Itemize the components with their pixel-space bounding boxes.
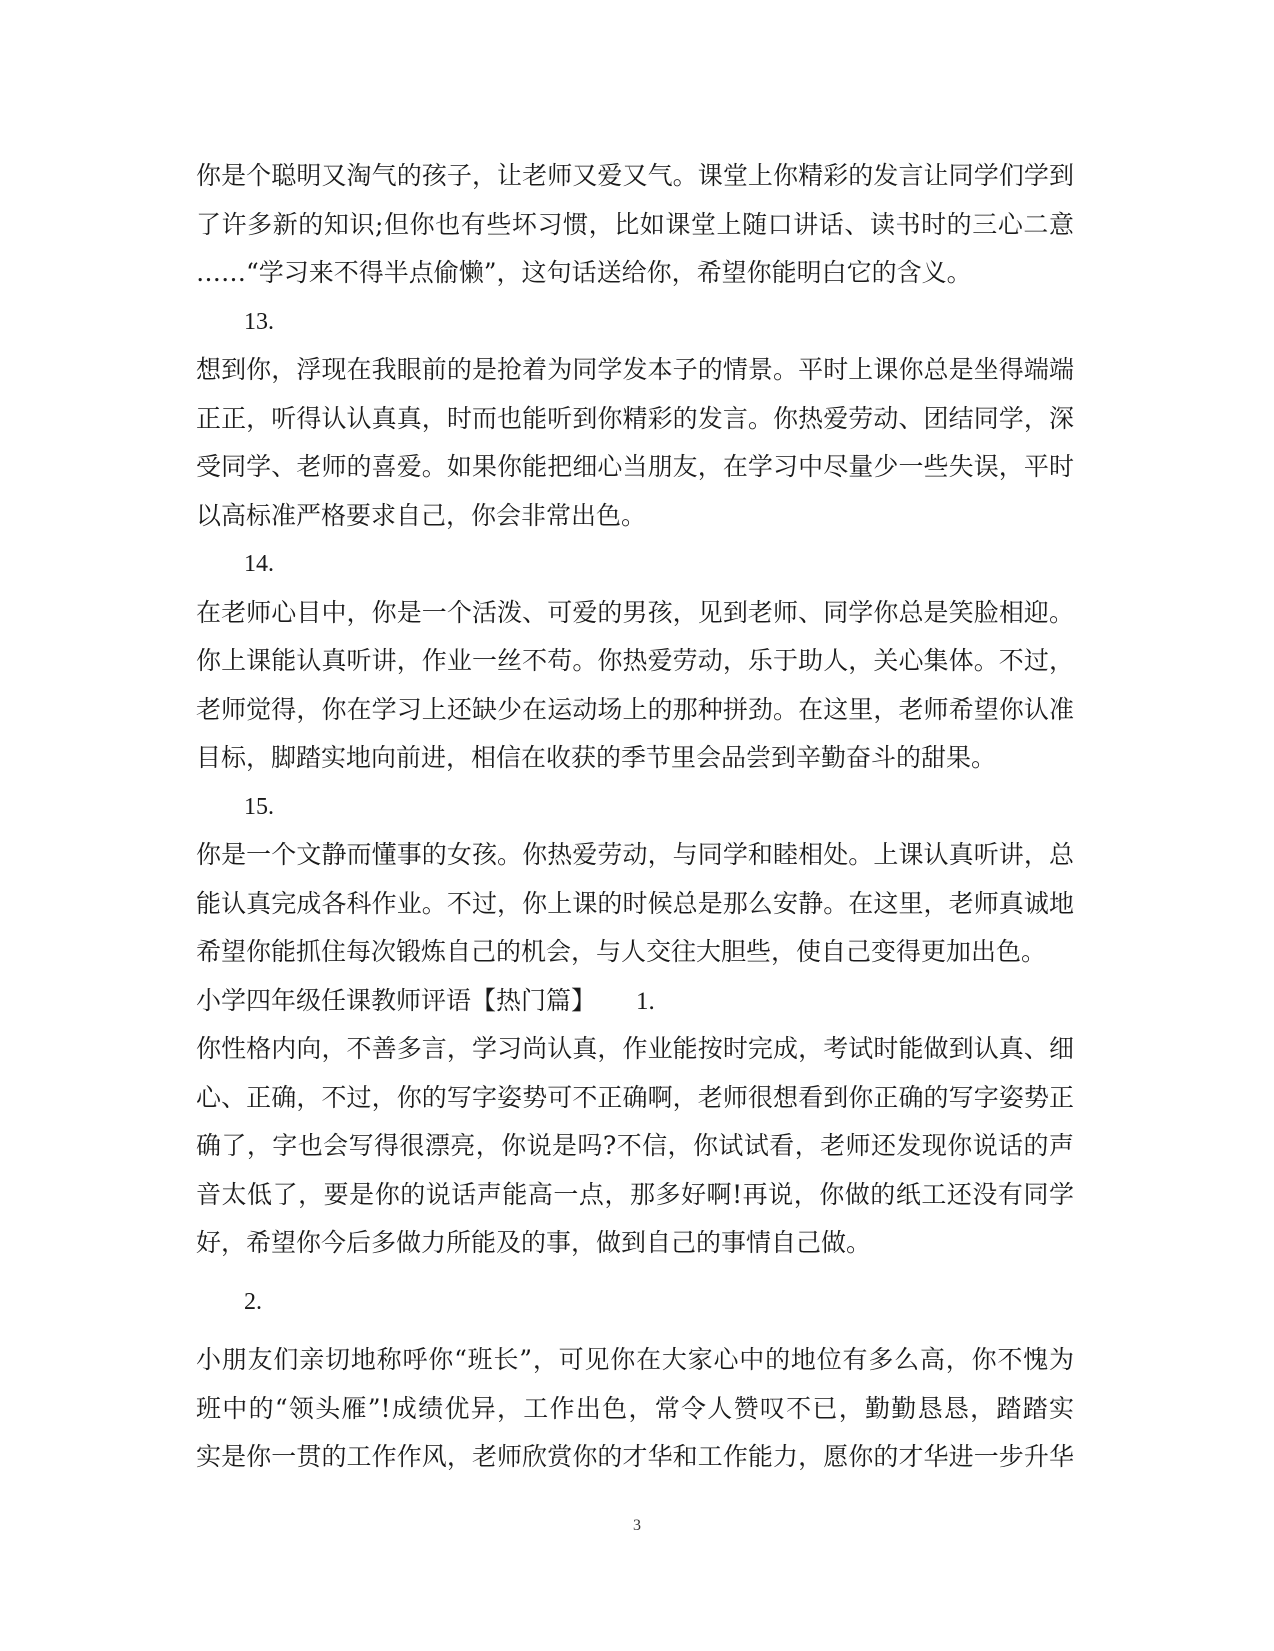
item-number: 2.: [244, 1288, 262, 1315]
paragraph-line: 小朋友们亲切地称呼你“班长”，可见你在大家心中的地位有多么高，你不愧为: [196, 1345, 1074, 1374]
item-number: 13.: [244, 308, 274, 335]
paragraph-line: 了许多新的知识;但你也有些坏习惯，比如课堂上随口讲话、读书时的三心二意: [196, 209, 1074, 239]
paragraph-line: 目标，脚踏实地向前进，相信在收获的季节里会品尝到辛勤奋斗的甜果。: [196, 743, 997, 772]
paragraph-line: 好，希望你今后多做力所能及的事，做到自己的事情自己做。: [196, 1228, 872, 1257]
spacer: [196, 1326, 1074, 1336]
section-title-text: 小学四年级任课教师评语【热门篇】: [196, 985, 597, 1015]
paragraph-line: 能认真完成各科作业。不过，你上课的时候总是那么安静。在这里，老师真诚地: [196, 888, 1074, 918]
paragraph-line: 正正，听得认认真真，时而也能听到你精彩的发言。你热爱劳动、团结同学，深: [196, 403, 1074, 433]
paragraph-line: 音太低了，要是你的说话声能高一点，那多好啊!再说，你做的纸工还没有同学: [196, 1179, 1074, 1209]
paragraph-line: 你是一个文静而懂事的女孩。你热爱劳动，与同学和睦相处。上课认真听讲，总: [196, 840, 1074, 869]
paragraph-line: 你是个聪明又淘气的孩子，让老师又爱又气。课堂上你精彩的发言让同学们学到: [196, 161, 1074, 190]
paragraph-line: 希望你能抓住每次锻炼自己的机会，与人交往大胆些，使自己变得更加出色。: [196, 937, 1047, 966]
paragraph-line: 你性格内向，不善多言，学习尚认真，作业能按时完成，考试时能做到认真、细: [196, 1034, 1074, 1063]
paragraph-line: 确了，字也会写得很漂亮，你说是吗?不信，你试试看，老师还发现你说话的声: [196, 1131, 1074, 1160]
paragraph-line: 班中的“领头雁”!成绩优异，工作出色，常令人赞叹不已，勤勤恳恳，踏踏实: [196, 1393, 1074, 1423]
paragraph-line: 想到你，浮现在我眼前的是抢着为同学发本子的情景。平时上课你总是坐得端端: [196, 355, 1074, 384]
paragraph-line: 心、正确，不过，你的写字姿势可不正确啊，老师很想看到你正确的写字姿势正: [196, 1082, 1074, 1112]
item-number: 1.: [636, 987, 655, 1015]
paragraph-line: 老师觉得，你在学习上还缺少在运动场上的那种拼劲。在这里，老师希望你认准: [196, 694, 1074, 724]
paragraph-line: 你上课能认真听讲，作业一丝不苟。你热爱劳动，乐于助人，关心集体。不过，: [196, 646, 1074, 675]
spacer: [196, 1268, 1074, 1278]
item-number: 15.: [244, 793, 274, 820]
item-number: 14.: [244, 551, 274, 577]
section-heading: [196, 977, 1074, 1026]
paragraph-line: 受同学、老师的喜爱。如果你能把细心当朋友，在学习中尽量少一些失误，平时: [196, 452, 1074, 481]
paragraph-line: 以高标准严格要求自己，你会非常出色。: [196, 500, 647, 530]
paragraph-line: 在老师心目中，你是一个活泼、可爱的男孩，见到老师、同学你总是笑脸相迎。: [196, 597, 1074, 627]
paragraph-line: ……“学习来不得半点偷懒”，这句话送给你，希望你能明白它的含义。: [196, 258, 972, 287]
page-number: 3: [633, 1517, 641, 1534]
paragraph-line: 实是你一贯的工作作风，老师欣赏你的才华和工作能力，愿你的才华进一步升华: [196, 1442, 1074, 1471]
document-body: [196, 152, 1074, 1482]
